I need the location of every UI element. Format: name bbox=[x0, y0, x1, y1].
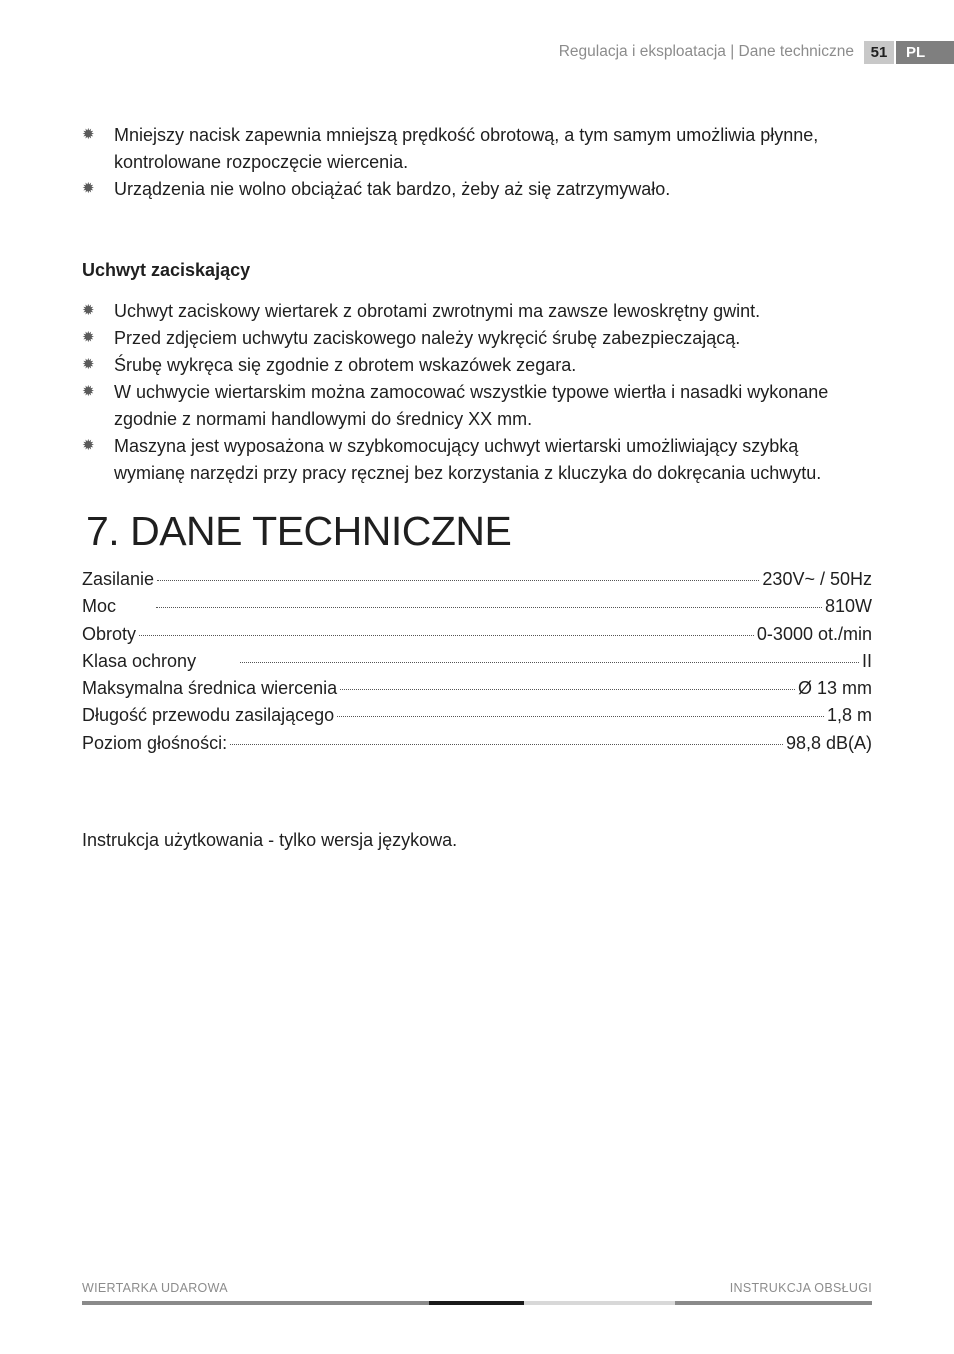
spec-label: Maksymalna średnica wiercenia bbox=[82, 678, 338, 699]
dot-leader bbox=[230, 744, 783, 745]
dot-leader bbox=[139, 635, 754, 636]
spec-row bbox=[82, 705, 872, 732]
gear-bullet-icon: ✹ bbox=[82, 437, 95, 454]
footer-rule-segment bbox=[675, 1301, 872, 1305]
running-header: Regulacja i eksploatacja | Dane techniczne bbox=[558, 43, 854, 60]
list-item-text: W uchwycie wiertarskim można zamocować wszystkie typowe wiertła i nasadki wykonane zgodnie z normami handlowymi do średnicy XX mm. bbox=[114, 382, 829, 429]
footer-product-name: WIERTARKA UDAROWA bbox=[82, 1281, 228, 1295]
dot-leader bbox=[240, 662, 859, 663]
gear-bullet-icon: ✹ bbox=[82, 356, 95, 373]
list-item bbox=[82, 433, 872, 487]
intro-bullet-list bbox=[82, 122, 872, 203]
list-item bbox=[82, 352, 872, 379]
spec-row bbox=[82, 596, 872, 623]
spec-value: 810W bbox=[824, 596, 872, 617]
dot-leader bbox=[340, 689, 795, 690]
page-number: 51 bbox=[864, 41, 894, 64]
gear-bullet-icon: ✹ bbox=[82, 180, 95, 197]
spec-label: Obroty bbox=[82, 623, 137, 644]
spec-row bbox=[82, 624, 872, 651]
gear-bullet-icon: ✹ bbox=[82, 329, 95, 346]
list-item-text: Mniejszy nacisk zapewnia mniejszą prędkość obrotową, a tym samym umożliwia płynne, kontrolowane rozpoczęcie wiercenia. bbox=[114, 125, 819, 172]
list-item-text: Śrubę wykręca się zgodnie z obrotem wskazówek zegara. bbox=[114, 355, 577, 375]
list-item bbox=[82, 176, 872, 203]
spec-value: II bbox=[861, 650, 872, 671]
chuck-bullet-list bbox=[82, 298, 872, 487]
gear-bullet-icon: ✹ bbox=[82, 302, 95, 319]
spec-label: Długość przewodu zasilającego bbox=[82, 705, 335, 726]
spec-value: 0-3000 ot./min bbox=[756, 623, 872, 644]
footer-document-type: INSTRUKCJA OBSŁUGI bbox=[729, 1281, 872, 1295]
spec-value: 1,8 m bbox=[826, 705, 872, 726]
spec-value: 230V~ / 50Hz bbox=[762, 569, 872, 589]
spec-label: Poziom głośności: bbox=[82, 732, 228, 753]
dot-leader bbox=[157, 580, 759, 581]
section-heading-chuck: Uchwyt zaciskający bbox=[82, 260, 251, 280]
spec-row bbox=[82, 569, 872, 596]
gear-bullet-icon: ✹ bbox=[82, 383, 95, 400]
list-item bbox=[82, 122, 872, 176]
language-note: Instrukcja użytkowania - tylko wersja językowa. bbox=[82, 830, 458, 850]
list-item-text: Maszyna jest wyposażona w szybkomocujący uchwyt wiertarski umożliwiający szybką wymianę narzędzi przy pracy ręcznej bez korzystania z kluczyka do dokręcania uchwytu. bbox=[114, 436, 822, 483]
language-tag: PL bbox=[896, 41, 954, 64]
spec-table bbox=[82, 569, 872, 760]
spec-label: Zasilanie bbox=[82, 569, 155, 589]
list-item-text: Przed zdjęciem uchwytu zaciskowego należy wykręcić śrubę zabezpieczającą. bbox=[114, 328, 741, 348]
section-title-technical-data: 7. DANE TECHNICZNE bbox=[86, 508, 512, 554]
spec-label: Moc bbox=[82, 596, 117, 617]
dot-leader bbox=[337, 716, 824, 717]
spec-row bbox=[82, 733, 872, 760]
list-item-text: Uchwyt zaciskowy wiertarek z obrotami zwrotnymi ma zawsze lewoskrętny gwint. bbox=[114, 301, 761, 321]
dot-leader bbox=[156, 607, 822, 608]
spec-row bbox=[82, 651, 872, 678]
list-item bbox=[82, 379, 872, 433]
gear-bullet-icon: ✹ bbox=[82, 126, 95, 143]
list-item bbox=[82, 298, 872, 325]
list-item-text: Urządzenia nie wolno obciążać tak bardzo, żeby aż się zatrzymywało. bbox=[114, 179, 671, 199]
footer-rule-segment bbox=[82, 1301, 429, 1305]
spec-row bbox=[82, 678, 872, 705]
spec-value: Ø 13 mm bbox=[797, 678, 872, 699]
spec-value: 98,8 dB(A) bbox=[785, 732, 872, 753]
list-item bbox=[82, 325, 872, 352]
footer-rule-segment bbox=[429, 1301, 524, 1305]
footer-rule-segment bbox=[524, 1301, 675, 1305]
spec-label: Klasa ochrony bbox=[82, 650, 197, 671]
